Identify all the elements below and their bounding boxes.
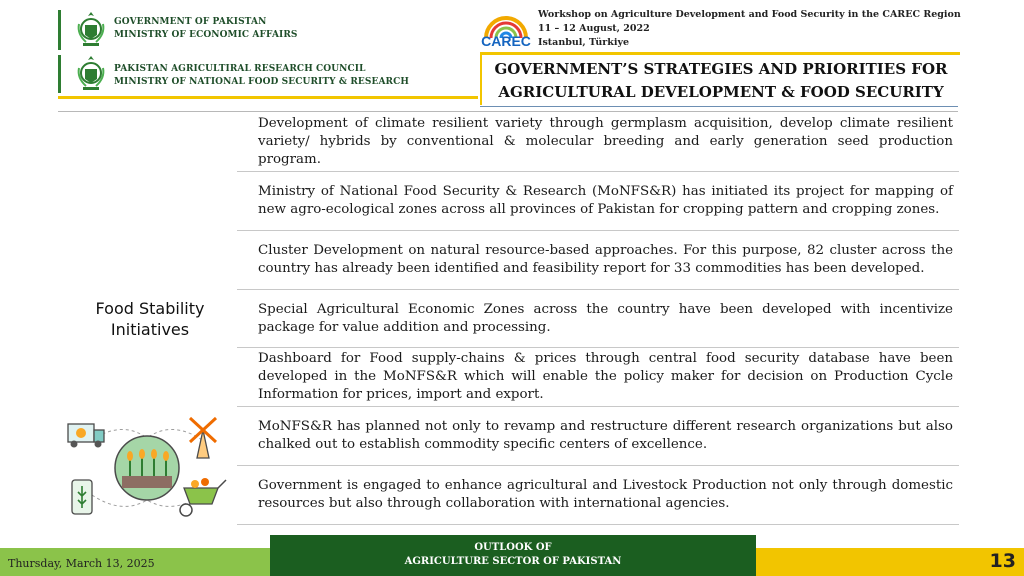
agriculture-illustration [62, 410, 232, 525]
section-label-line1: Food Stability [95, 299, 205, 318]
section-label [70, 298, 230, 340]
workshop-dates: 11 – 12 August, 2022 [538, 23, 650, 34]
initiative-row [237, 290, 959, 348]
pakistan-emblem-icon [74, 10, 108, 48]
workshop-place: Istanbul, Türkiye [538, 37, 630, 48]
org2-line2: MINISTRY OF NATIONAL FOOD SECURITY & RESEARCH [114, 77, 409, 87]
header-accent-bar [58, 55, 61, 93]
workshop-title: Workshop on Agriculture Development and Food Security in the CAREC Region [538, 9, 961, 20]
section-label-line2: Initiatives [110, 320, 190, 339]
page-number: 13 [989, 550, 1016, 572]
carec-logo-text: CAREC [481, 33, 531, 49]
title-underline [480, 106, 958, 107]
parc-emblem-icon [74, 54, 108, 92]
initiative-text: Cluster Development on natural resource-based approaches. For this purpose, 82 cluster across the country has already been identified and feasibility report for 33 commodities has been developed. [258, 243, 953, 276]
section-divider [58, 111, 958, 112]
initiative-text: Development of climate resilient variety through germplasm acquisition, develop climate resilient variety/ hybrids by conventional & molecular breeding and early generation seed production program. [258, 116, 953, 167]
org1-line1: GOVERNMENT OF PAKISTAN [114, 17, 267, 27]
slide-title-line1: GOVERNMENT’S STRATEGIES AND PRIORITIES FOR [494, 60, 948, 78]
initiative-text: Government is engaged to enhance agricultural and Livestock Production not only through domestic resources but also through collaboration with international agencies. [258, 478, 953, 511]
footer-title [270, 535, 756, 576]
org2-line1: PAKISTAN AGRICULTIRAL RESEARCH COUNCIL [114, 64, 366, 74]
footer-title-line2: AGRICULTURE SECTOR OF PAKISTAN [404, 556, 622, 567]
org1-line2: MINISTRY OF ECONOMIC AFFAIRS [114, 30, 298, 40]
initiative-row [237, 348, 959, 407]
initiative-row [237, 407, 959, 466]
initiative-row [237, 466, 959, 525]
footer-date: Thursday, March 13, 2025 [8, 557, 155, 570]
initiative-row [237, 231, 959, 290]
initiative-row [237, 172, 959, 231]
footer-right-band [756, 548, 1024, 576]
footer-title-line1: OUTLOOK OF [474, 542, 552, 553]
header-divider [58, 96, 478, 99]
initiative-text: MoNFS&R has planned not only to revamp and restructure different research organizations but also chalked out to establish commodity specific centers of excellence. [258, 419, 953, 452]
slide-title [486, 58, 956, 104]
header-accent-bar [58, 10, 61, 50]
initiative-text: Ministry of National Food Security & Research (MoNFS&R) has initiated its project for mapping of new agro-ecological zones across all provinces of Pakistan for cropping pattern and cropping zones. [258, 184, 953, 217]
slide-title-line2: AGRICULTURAL DEVELOPMENT & FOOD SECURITY [498, 83, 944, 101]
initiative-row [237, 113, 959, 172]
initiative-text: Special Agricultural Economic Zones across the country have been developed with incentivize package for value addition and processing. [258, 301, 953, 335]
initiative-text: Dashboard for Food supply-chains & prices through central food security database have been developed in the MoNFS&R which will enable the policy maker for decision on Production Cycle Information for prices, import and export. [258, 351, 953, 402]
